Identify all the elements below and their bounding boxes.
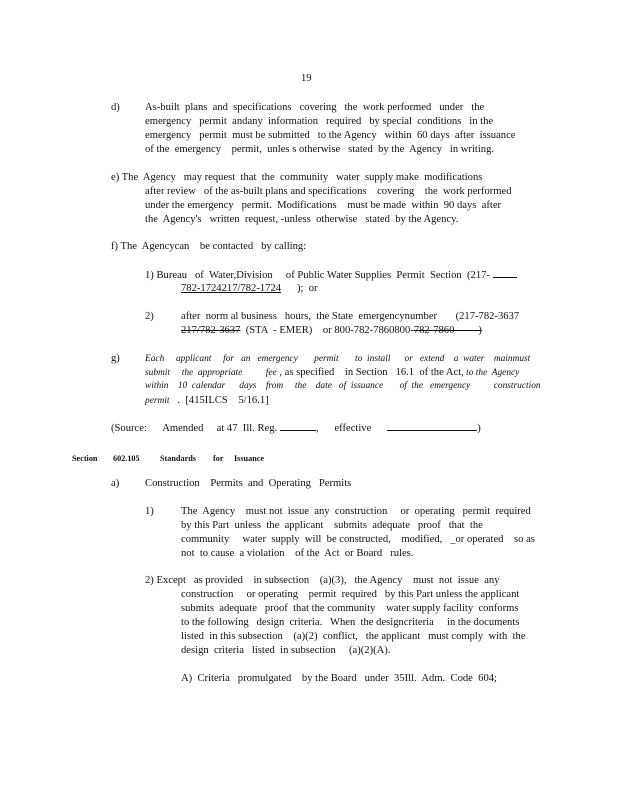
struck-number-1: 217/782-3637 [181, 325, 241, 336]
paragraph-1-line-4: not to cause a violation of the Act or Board rules. [181, 548, 414, 559]
phone-number-underlined: 782-1724217/782-1724 [181, 283, 282, 294]
paragraph-1-line-1: The Agency must not issue any construction or operating permit required [181, 506, 531, 517]
item-d-line-3: emergency permit must be submitted to the Agency within 60 days after issuance [145, 130, 516, 141]
item-e-first-line: e) The Agency may request that the community water supply make modifications [111, 172, 483, 183]
item-f2-line-1: after norm al business hours, the State emergencynumber (217-782-3637 [181, 311, 520, 322]
paragraph-2A: A) Criteria promulgated by the Board under 35Ill. Adm. Code 604; [181, 673, 497, 684]
paragraph-2-line-3: submits adequate proof that the community water supply facility conforms [181, 603, 519, 614]
section-label: Section [72, 454, 98, 463]
source-note: (Source: Amended at 47 Ill. Reg. , effective ) [111, 423, 481, 434]
item-f-label: f) The Agencycan be contacted by calling: [111, 241, 307, 252]
section-title-issuance: Issuance [234, 454, 265, 463]
paragraph-1-label: 1) [145, 506, 154, 517]
paragraph-2-first-line: 2) Except as provided in subsection (a)(3), the Agency must not issue any [145, 575, 500, 586]
paragraph-2-line-2: construction or operating permit required by this Part unless the applicant [181, 589, 520, 600]
section-title-standards: Standards [160, 454, 196, 463]
subsection-a-title: Construction Permits and Operating Permits [145, 478, 352, 489]
item-g-line-2: submit the appropriate fee , as specified in Section 16.1 of the Act, to the Agency [145, 367, 520, 378]
blank-line [493, 268, 517, 278]
item-d-line-4: of the emergency permit, unles s otherwise stated by the Agency in writing. [145, 144, 495, 155]
item-e-line-2: after review of the as-built plans and specifications covering the work performed [145, 186, 512, 197]
blank-line [280, 421, 316, 431]
section-title-for: for [213, 454, 224, 463]
item-d-line-2: emergency permit andany information required by special conditions in the [145, 116, 494, 127]
item-f2-label: 2) [145, 311, 154, 322]
item-g-label: g) [111, 353, 120, 364]
blank-line [387, 421, 477, 431]
paragraph-2-line-4: to the following design criteria. When the designcriteria in the documents [181, 617, 520, 628]
item-g-line-1: Each applicant for an emergency permit to install or extend a water mainmust [145, 354, 531, 364]
paragraph-1-line-3: community water supply will be constructed, modified, _or operated so as [181, 534, 535, 545]
paragraph-2-line-5: listed in this subsection (a)(2) conflict, the applicant must comply with the [181, 631, 526, 642]
item-f1-line-2: 782-1724217/782-1724 ); or [181, 283, 318, 294]
section-number: 602.105 [113, 454, 140, 463]
page-number: 19 [301, 73, 312, 84]
struck-number-2: 782-7860 ) [413, 325, 482, 336]
item-f2-line-2: 217/782-3637 (STA - EMER) or 800-782-7860800-782-7860 ) [181, 325, 482, 336]
subsection-a-label: a) [111, 478, 120, 489]
item-e-line-3: under the emergency permit. Modifications must be made within 90 days after [145, 200, 502, 211]
item-d-line-1: As-built plans and specifications covering the work performed under the [145, 102, 485, 113]
item-e-line-4: the Agency's written request, -unless otherwise stated by the Agency. [145, 214, 459, 225]
item-f1-line-1: 1) Bureau of Water,Division of Public Water Supplies Permit Section (217- [145, 268, 517, 283]
item-g-line-3: within 10 calendar days from the date of issuance of the emergency construction [145, 381, 541, 391]
item-g-line-4: permit . [415ILCS 5/16.1] [145, 395, 269, 406]
paragraph-2-line-6: design criteria listed in subsection (a)(2)(A). [181, 645, 391, 656]
item-d-label: d) [111, 102, 120, 113]
paragraph-1-line-2: by this Part unless the applicant submits adequate proof that the [181, 520, 483, 531]
